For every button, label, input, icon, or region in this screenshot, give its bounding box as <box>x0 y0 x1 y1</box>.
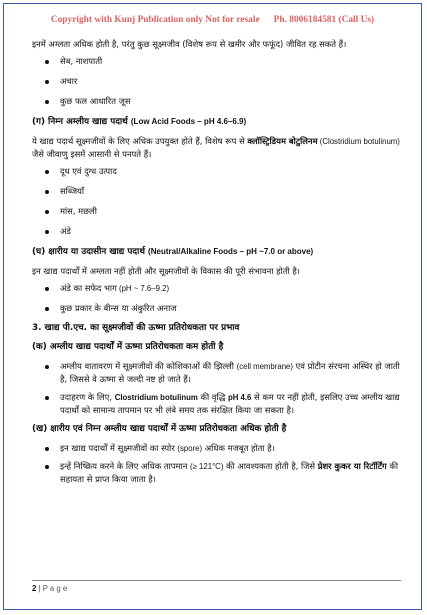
list-item: अंडे <box>44 225 401 238</box>
section-kh-list <box>32 442 401 486</box>
page-content <box>32 38 401 491</box>
list-item: कुछ प्रकार के बीन्स या अंकुरित अनाज <box>44 302 401 315</box>
section-k-list <box>32 360 401 417</box>
list-item: मांस, मछली <box>44 205 401 218</box>
list-item: कुछ फल आधारित जूस <box>44 95 401 108</box>
section-3-heading: 3. खाद्य पी.एच. का सूक्ष्मजीवों की ऊष्मा प्रतिरोधकता पर प्रभाव <box>32 323 240 333</box>
list-item: इन्हें निष्क्रिय करने के लिए अधिक तापमान (≥ 121°C) की आवश्यकता होती है, जिसे प्रेशर कुकर या रिटॉर्टिंग की सहायता से प्राप्त किया जाता है। <box>44 460 401 486</box>
list-item: अम्लीय वातावरण में सूक्ष्मजीवों की कोशिकाओं की झिल्ली (cell membrane) एवं प्रोटीन संरचना अस्थिर हो जाती है, जिससे वे ऊष्मा से जल्दी नष्ट हो जाते हैं। <box>44 360 401 386</box>
page-header <box>4 15 421 25</box>
list-item: अंडे का सफेद भाग (pH ~ 7.6–9.2) <box>44 282 401 295</box>
section-g-list <box>32 165 401 238</box>
list-item: इन खाद्य पदार्थों में सूक्ष्मजीवों का स्पोर (spore) अधिक मजबूत होता है। <box>44 442 401 455</box>
phone-number: Ph. 8006184581 (Call Us) <box>273 15 375 25</box>
page-number: 2 <box>32 584 37 593</box>
section-g-paragraph: ये खाद्य पदार्थ सूक्ष्मजीवों के लिए अधिक उपयुक्त होते हैं, विशेष रूप से क्लॉस्ट्रिडियम बोटुलिनम (Clostridium botulinum) जैसे जीवाणु इसमें आसानी से पनपते हैं। <box>32 136 400 159</box>
list-item: सेब, नाशपाती <box>44 55 401 68</box>
section-g-heading: (ग) निम्न अम्लीय खाद्य पदार्थ (Low Acid Foods – pH 4.6–6.9) <box>32 117 247 127</box>
intro-list <box>32 55 401 108</box>
section-gh-paragraph: इन खाद्य पदार्थों में अम्लता नहीं होती और सूक्ष्मजीवों के विकास की पूरी संभावना होती है। <box>32 266 300 276</box>
section-kh-heading: (ख) क्षारीय एवं निम्न अम्लीय खाद्य पदार्थों में ऊष्मा प्रतिरोधकता अधिक होती है <box>32 424 287 434</box>
page <box>3 3 422 610</box>
copyright-notice: Copyright with Kunj Publication only Not for resale <box>50 15 260 25</box>
section-gh-heading: (घ) क्षारीय या उदासीन खाद्य पदार्थ (Neutral/Alkaline Foods – pH ~7.0 or above) <box>32 247 314 257</box>
list-item: अचार <box>44 75 401 88</box>
section-gh-list <box>32 282 401 315</box>
page-footer <box>32 580 401 593</box>
list-item: उदाहरण के लिए, Clostridium botulinum की वृद्धि pH 4.6 से कम पर नहीं होती, इसलिए उच्च अम्लीय खाद्य पदार्थों को सामान्य तापमान पर भी लंबे समय तक संरक्षित किया जा सकता है। <box>44 391 401 417</box>
list-item: दूध एवं दुग्ध उत्पाद <box>44 165 401 178</box>
list-item: सब्जियाँ <box>44 185 401 198</box>
section-k-heading: (क) अम्लीय खाद्य पदार्थों में ऊष्मा प्रतिरोधकता कम होती है <box>32 342 224 352</box>
intro-paragraph: इनमें अम्लता अधिक होती है, परंतु कुछ सूक्ष्मजीव (विशेष रूप से खमीर और फफूंद) जीवित रह सकते हैं। <box>32 39 347 49</box>
page-label: | P a g e <box>36 584 68 593</box>
